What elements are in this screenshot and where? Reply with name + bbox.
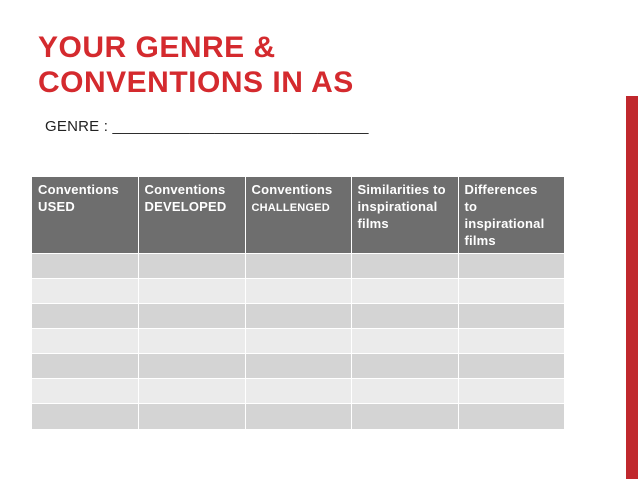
table-cell[interactable] bbox=[245, 254, 351, 279]
table-header-row bbox=[32, 177, 564, 254]
header-conventions-used: Conventions USED bbox=[32, 177, 138, 254]
accent-bar-top bbox=[626, 0, 638, 96]
table-cell[interactable] bbox=[458, 404, 564, 429]
table-cell[interactable] bbox=[138, 329, 245, 354]
genre-label: GENRE : bbox=[45, 118, 109, 135]
header-differences: Differences to inspirational films bbox=[458, 177, 564, 254]
table-cell[interactable] bbox=[458, 304, 564, 329]
conventions-table bbox=[32, 177, 564, 429]
header-conventions-developed: Conventions DEVELOPED bbox=[138, 177, 245, 254]
table-cell[interactable] bbox=[351, 304, 458, 329]
table-row bbox=[32, 329, 564, 354]
accent-bar-red bbox=[626, 96, 638, 479]
table-row bbox=[32, 304, 564, 329]
table-row bbox=[32, 379, 564, 404]
table-cell[interactable] bbox=[32, 379, 138, 404]
header-conventions-challenged: Conventions CHALLENGED bbox=[245, 177, 351, 254]
table-cell[interactable] bbox=[138, 304, 245, 329]
table-cell[interactable] bbox=[138, 379, 245, 404]
slide-title-line-2: CONVENTIONS IN AS bbox=[38, 66, 354, 99]
table-cell[interactable] bbox=[138, 404, 245, 429]
table-cell[interactable] bbox=[32, 354, 138, 379]
table-row bbox=[32, 279, 564, 304]
table-cell[interactable] bbox=[138, 254, 245, 279]
table-cell[interactable] bbox=[32, 254, 138, 279]
genre-blank: ______________________________ bbox=[112, 118, 369, 135]
table-cell[interactable] bbox=[458, 254, 564, 279]
table-cell[interactable] bbox=[245, 304, 351, 329]
table-cell[interactable] bbox=[32, 329, 138, 354]
table-cell[interactable] bbox=[351, 404, 458, 429]
table-row bbox=[32, 254, 564, 279]
table-cell[interactable] bbox=[351, 379, 458, 404]
table-cell[interactable] bbox=[351, 354, 458, 379]
table-cell[interactable] bbox=[458, 354, 564, 379]
table-cell[interactable] bbox=[245, 404, 351, 429]
table-cell[interactable] bbox=[32, 279, 138, 304]
table-cell[interactable] bbox=[351, 254, 458, 279]
table-cell[interactable] bbox=[458, 379, 564, 404]
header-similarities: Similarities to inspirational films bbox=[351, 177, 458, 254]
table-row bbox=[32, 354, 564, 379]
table-cell[interactable] bbox=[245, 329, 351, 354]
table-cell[interactable] bbox=[458, 329, 564, 354]
table-row bbox=[32, 404, 564, 429]
table-cell[interactable] bbox=[351, 329, 458, 354]
table-cell[interactable] bbox=[138, 354, 245, 379]
slide-title-line-1: YOUR GENRE & bbox=[38, 31, 276, 64]
genre-line bbox=[45, 118, 369, 135]
slide-title bbox=[38, 30, 598, 100]
table-cell[interactable] bbox=[32, 404, 138, 429]
table-body bbox=[32, 254, 564, 429]
table-cell[interactable] bbox=[245, 279, 351, 304]
table-cell[interactable] bbox=[138, 279, 245, 304]
table-cell[interactable] bbox=[245, 354, 351, 379]
table-cell[interactable] bbox=[32, 304, 138, 329]
table-cell[interactable] bbox=[245, 379, 351, 404]
table-cell[interactable] bbox=[351, 279, 458, 304]
table-cell[interactable] bbox=[458, 279, 564, 304]
